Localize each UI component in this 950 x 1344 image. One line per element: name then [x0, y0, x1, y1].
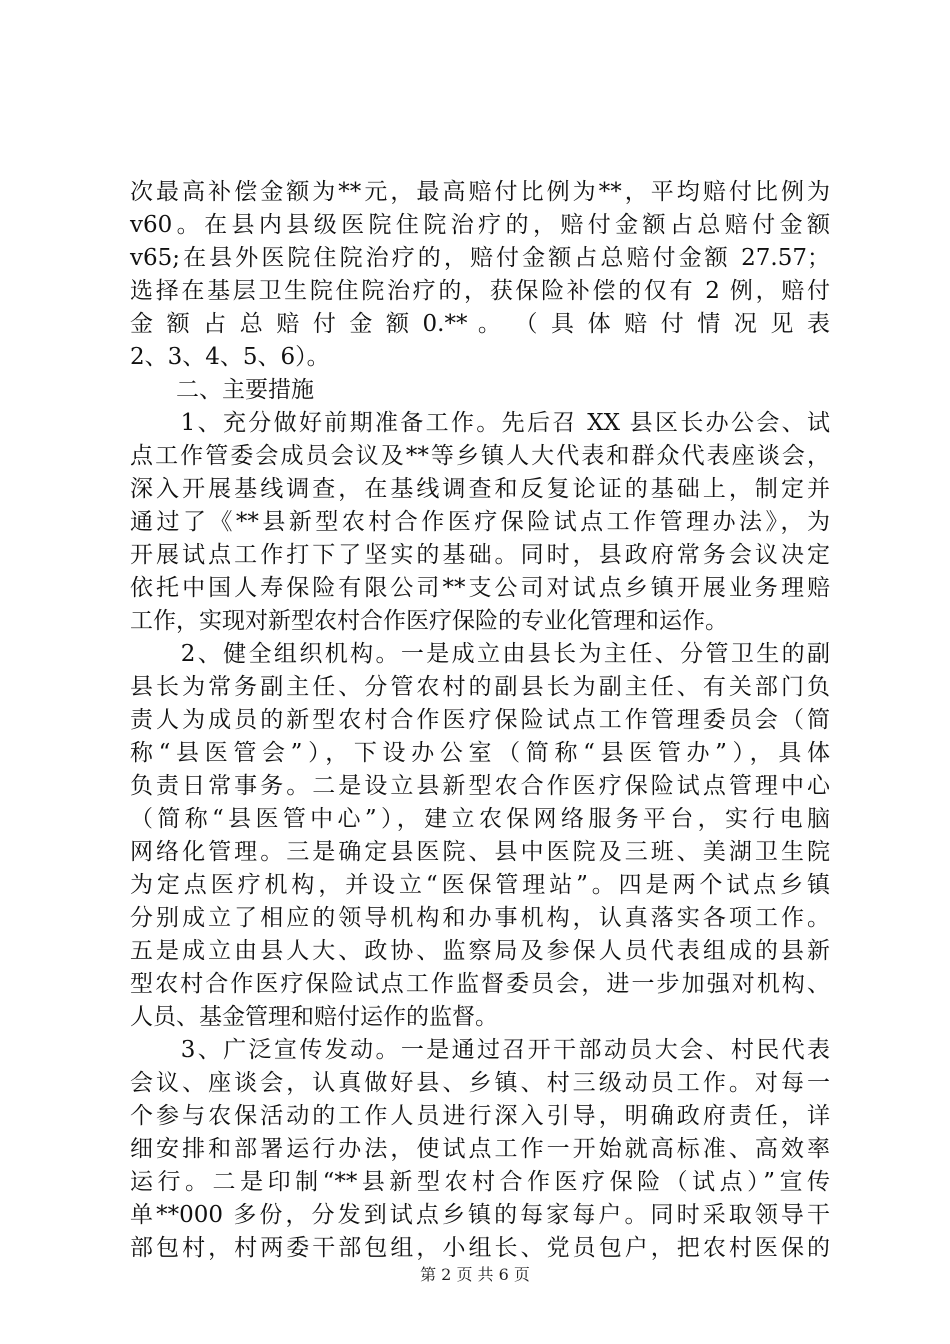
text-line: 型农村合作医疗保险试点工作监督委员会，进一步加强对机构、 — [130, 971, 830, 997]
text-line: 分别成立了相应的领导机构和办事机构，认真落实各项工作。 — [130, 905, 830, 931]
text-line: 开展试点工作打下了坚实的基础。同时，县政府常务会议决定 — [130, 542, 830, 568]
text-line: 县长为常务副主任、分管农村的副县长为副主任、有关部门负 — [130, 674, 830, 700]
text-line: v65;在县外医院住院治疗的，赔付金额占总赔付金额 27.57； — [130, 245, 830, 271]
text-line: 工作，实现对新型农村合作医疗保险的专业化管理和运作。 — [130, 608, 728, 634]
text-line: 责人为成员的新型农村合作医疗保险试点工作管理委员会（简 — [130, 707, 830, 733]
text-line: 2、健全组织机构。一是成立由县长为主任、分管卫生的副 — [130, 641, 830, 667]
text-line: 深入开展基线调查，在基线调查和反复论证的基础上，制定并 — [130, 476, 830, 502]
text-line: 网络化管理。三是确定县医院、县中医院及三班、美湖卫生院 — [130, 839, 830, 865]
page-number-footer: 第 2 页 共 6 页 — [420, 1265, 530, 1284]
text-line: 个参与农保活动的工作人员进行深入引导，明确政府责任，详 — [130, 1103, 830, 1129]
text-line: 部包村，村两委干部包组，小组长、党员包户，把农村医保的 — [130, 1235, 830, 1261]
text-line: 细安排和部署运行办法，使试点工作一开始就高标准、高效率 — [130, 1136, 830, 1162]
text-line: 负责日常事务。二是设立县新型农合作医疗保险试点管理中心 — [130, 773, 830, 799]
text-line: 为定点医疗机构，并设立“医保管理站”。四是两个试点乡镇 — [130, 872, 830, 898]
text-line: 选择在基层卫生院住院治疗的，获保险补偿的仅有 2 例，赔付 — [130, 278, 830, 304]
text-line: 人员、基金管理和赔付运作的监督。 — [130, 1004, 498, 1030]
text-line: 会议、座谈会，认真做好县、乡镇、村三级动员工作。对每一 — [130, 1070, 830, 1096]
text-line: 通过了《**县新型农村合作医疗保险试点工作管理办法》，为 — [130, 509, 830, 535]
text-line: 称“县医管会”），下设办公室（简称“县医管办”），具体 — [130, 740, 830, 766]
text-line: 单**000 多份，分发到试点乡镇的每家每户。同时采取领导干 — [130, 1202, 830, 1228]
text-line: 3、广泛宣传发动。一是通过召开干部动员大会、村民代表 — [130, 1037, 830, 1063]
text-line: 金 额 占 总 赔 付 金 额 0.** 。 （ 具 体 赔 付 情 况 见 表 — [130, 311, 830, 337]
text-line: 依托中国人寿保险有限公司**支公司对试点乡镇开展业务理赔 — [130, 575, 830, 601]
text-line: （简称“县医管中心”），建立农保网络服务平台，实行电脑 — [130, 806, 830, 832]
text-line: 2、3、4、5、6）。 — [130, 344, 330, 370]
text-line: 点工作管委会成员会议及**等乡镇人大代表和群众代表座谈会， — [130, 443, 830, 469]
text-line: 次最高补偿金额为**元，最高赔付比例为**，平均赔付比例为 — [130, 179, 830, 205]
document-body — [130, 176, 830, 1265]
text-line: 1、充分做好前期准备工作。先后召 XX 县区长办公会、试 — [130, 410, 830, 436]
text-line: 运行。二是印制“**县新型农村合作医疗保险（试点）”宣传 — [130, 1169, 830, 1195]
section-heading: 二、主要措施 — [130, 377, 314, 403]
text-line: 五是成立由县人大、政协、监察局及参保人员代表组成的县新 — [130, 938, 830, 964]
text-line: v60。在县内县级医院住院治疗的，赔付金额占总赔付金额 — [130, 212, 830, 238]
